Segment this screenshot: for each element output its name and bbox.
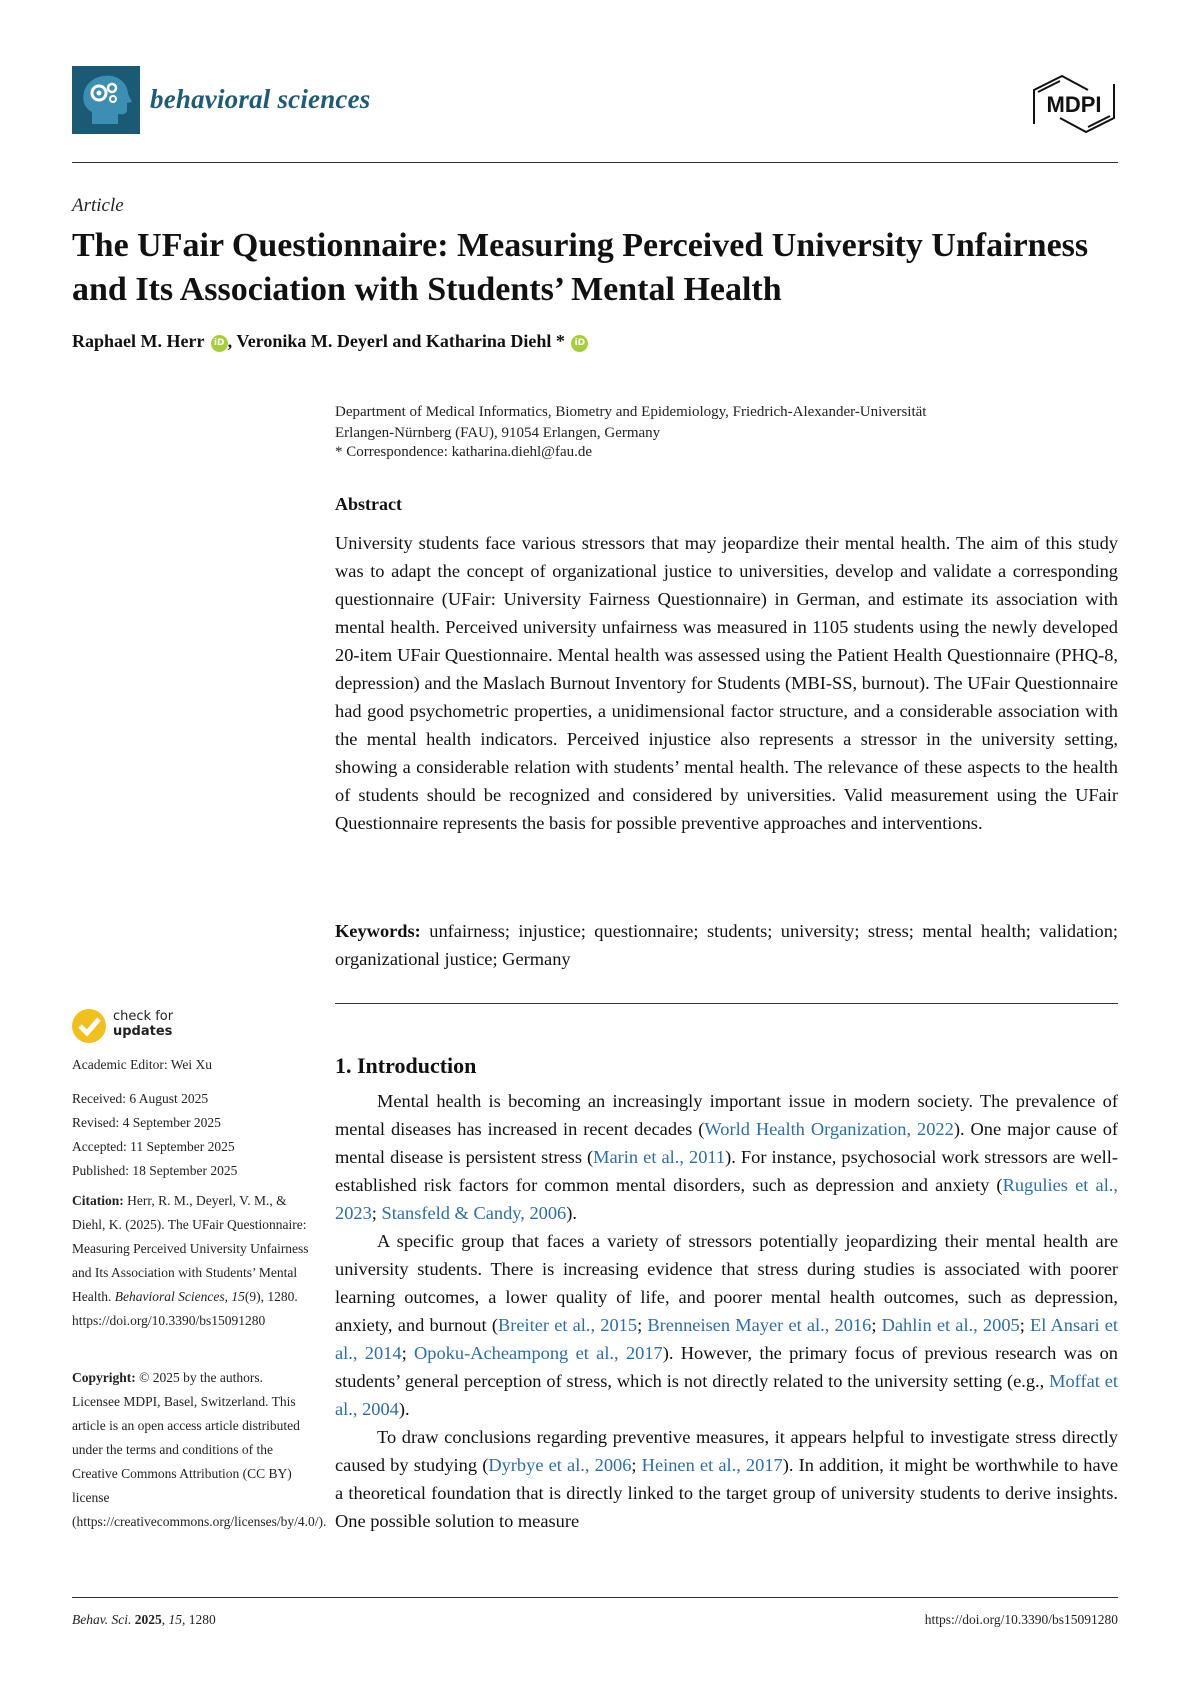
citation-link[interactable]: Marin et al., 2011	[593, 1147, 726, 1167]
footer-citation: Behav. Sci. 2025, 15, 1280	[72, 1612, 216, 1627]
keywords-label: Keywords:	[335, 921, 421, 941]
keywords-list: unfairness; injustice; questionnaire; students; university; stress; mental health; validation; organizational justice; Germany	[335, 921, 1118, 969]
citation-link[interactable]: Rugulies et al., 2023	[335, 1175, 1119, 1223]
check-for-updates-button[interactable]: check for updates	[72, 1009, 212, 1045]
citation-link[interactable]: Heinen et al., 2017	[641, 1455, 783, 1475]
citation-link[interactable]: Dahlin et al., 2005	[881, 1315, 1020, 1335]
orcid-icon[interactable]: iD	[211, 335, 228, 352]
orcid-icon[interactable]: iD	[571, 335, 588, 352]
revised-date: Revised: 4 September 2025	[72, 1115, 221, 1130]
citation-block: Citation: Herr, R. M., Deyerl, V. M., & Diehl, K. (2025). The UFair Questionnaire: Measuring Perceived University Unfairness and Its Association with Students’ Mental Health. Behavioral Sciences, 15(9), 1280. https://doi.org/10.3390/bs15091280	[72, 1193, 309, 1328]
correspondence[interactable]: * Correspondence: katharina.diehl@fau.de	[335, 444, 593, 460]
header-divider	[72, 162, 1118, 163]
affiliation: Department of Medical Informatics, Biometry and Epidemiology, Friedrich-Alexander-Universität Erlangen-Nürnberg (FAU), 91054 Erlangen, Germany	[335, 404, 927, 441]
keywords	[335, 917, 1118, 973]
journal-logo	[72, 66, 140, 134]
citation-link[interactable]: Brenneisen Mayer et al., 2016	[647, 1315, 872, 1335]
accepted-date: Accepted: 11 September 2025	[72, 1139, 235, 1154]
abstract-heading: Abstract	[335, 494, 402, 514]
intro-paragraph: To draw conclusions regarding preventive measures, it appears helpful to investigate stress directly caused by studying (Dyrbye et al., 2006; Heinen et al., 2017). In addition, it might be worthwhile to have a theoretical foundation that is directly linked to the target group of university students to derive insights. One possible solution to measure	[335, 1427, 1119, 1531]
article-title: The UFair Questionnaire: Measuring Perceived University Unfairness and Its Association with Students’ Mental Health	[72, 227, 1089, 308]
citation-link[interactable]: Moffat et al., 2004	[335, 1371, 1119, 1419]
author-name[interactable]: Raphael M. Herr	[72, 331, 205, 351]
footer-doi-link[interactable]: https://doi.org/10.3390/bs15091280	[924, 1612, 1118, 1627]
received-date: Received: 6 August 2025	[72, 1091, 209, 1106]
citation-link[interactable]: Dyrbye et al., 2006	[488, 1455, 632, 1475]
citation-link[interactable]: Breiter et al., 2015	[497, 1315, 638, 1335]
article-type: Article	[72, 195, 124, 216]
head-gears-icon	[72, 66, 140, 134]
intro-paragraph: Mental health is becoming an increasingly important issue in modern society. The prevalence of mental diseases has increased in recent decades (World Health Organization, 2022). One major cause of mental disease is persistent stress (Marin et al., 2011). For instance, psychosocial work stressors are well-established risk factors for common mental disorders, such as depression and anxiety (Rugulies et al., 2023; Stansfeld & Candy, 2006).	[335, 1091, 1119, 1223]
citation-link[interactable]: World Health Organization, 2022	[704, 1119, 954, 1139]
author-name[interactable]: Katharina Diehl *	[425, 331, 565, 351]
section-heading-introduction: 1. Introduction	[335, 1053, 477, 1078]
journal-name: behavioral sciences	[150, 84, 371, 114]
author-name[interactable]: Veronika M. Deyerl	[236, 331, 388, 351]
publication-dates	[72, 1087, 312, 1183]
author-list: Raphael M. Herr iD , Veronika M. Deyerl and Katharina Diehl * iD	[72, 331, 588, 352]
published-date: Published: 18 September 2025	[72, 1163, 238, 1178]
footer-divider	[72, 1597, 1118, 1598]
svg-text:MDPI: MDPI	[1046, 92, 1102, 117]
academic-editor: Academic Editor: Wei Xu	[72, 1057, 212, 1072]
citation-link[interactable]: Stansfeld & Candy, 2006	[381, 1203, 567, 1223]
mdpi-logo	[1030, 74, 1118, 134]
intro-paragraph: A specific group that faces a variety of stressors potentially jeopardizing their mental health are university students. There is increasing evidence that stress during studies is associated with poorer learning outcomes, a lower quality of life, and poorer mental health outcomes, such as depression, anxiety, and burnout (Breiter et al., 2015; Brenneisen Mayer et al., 2016; Dahlin et al., 2005; El Ansari et al., 2014; Opoku-Acheampong et al., 2017). However, the primary focus of previous research was on students’ general perception of stress, which is not directly related to the university setting (e.g., Moffat et al., 2004).	[335, 1231, 1119, 1419]
introduction-body	[335, 1087, 1118, 1535]
copyright-block: Copyright: © 2025 by the authors. Licensee MDPI, Basel, Switzerland. This article is an open access article distributed under the terms and conditions of the Creative Commons Attribution (CC BY) license (https://creativecommons.org/licenses/by/4.0/).	[72, 1370, 327, 1529]
checkmark-icon	[72, 1009, 106, 1043]
section-divider	[335, 1003, 1118, 1004]
citation-link[interactable]: El Ansari et al., 2014	[335, 1315, 1118, 1363]
citation-doi-link[interactable]: https://doi.org/10.3390/bs15091280	[72, 1313, 266, 1328]
citation-link[interactable]: Opoku-Acheampong et al., 2017	[414, 1343, 663, 1363]
abstract-text: University students face various stressors that may jeopardize their mental health. The aim of this study was to adapt the concept of organizational justice to universities, develop and validate a corresponding questionnaire (UFair: University Fairness Questionnaire) in German, and estimate its association with mental health. Perceived university unfairness was measured in 1105 students using the newly developed 20-item UFair Questionnaire. Mental health was assessed using the Patient Health Questionnaire (PHQ-8, depression) and the Maslach Burnout Inventory for Students (MBI-SS, burnout). The UFair Questionnaire had good psychometric properties, a unidimensional factor structure, and a considerable association with the mental health indicators. Perceived injustice also represents a stressor in the university setting, showing a considerable relation with students’ mental health. The relevance of these aspects to the health of students should be recognized and considered by universities. Valid measurement using the UFair Questionnaire represents the basis for possible preventive approaches and interventions.	[335, 533, 1118, 833]
